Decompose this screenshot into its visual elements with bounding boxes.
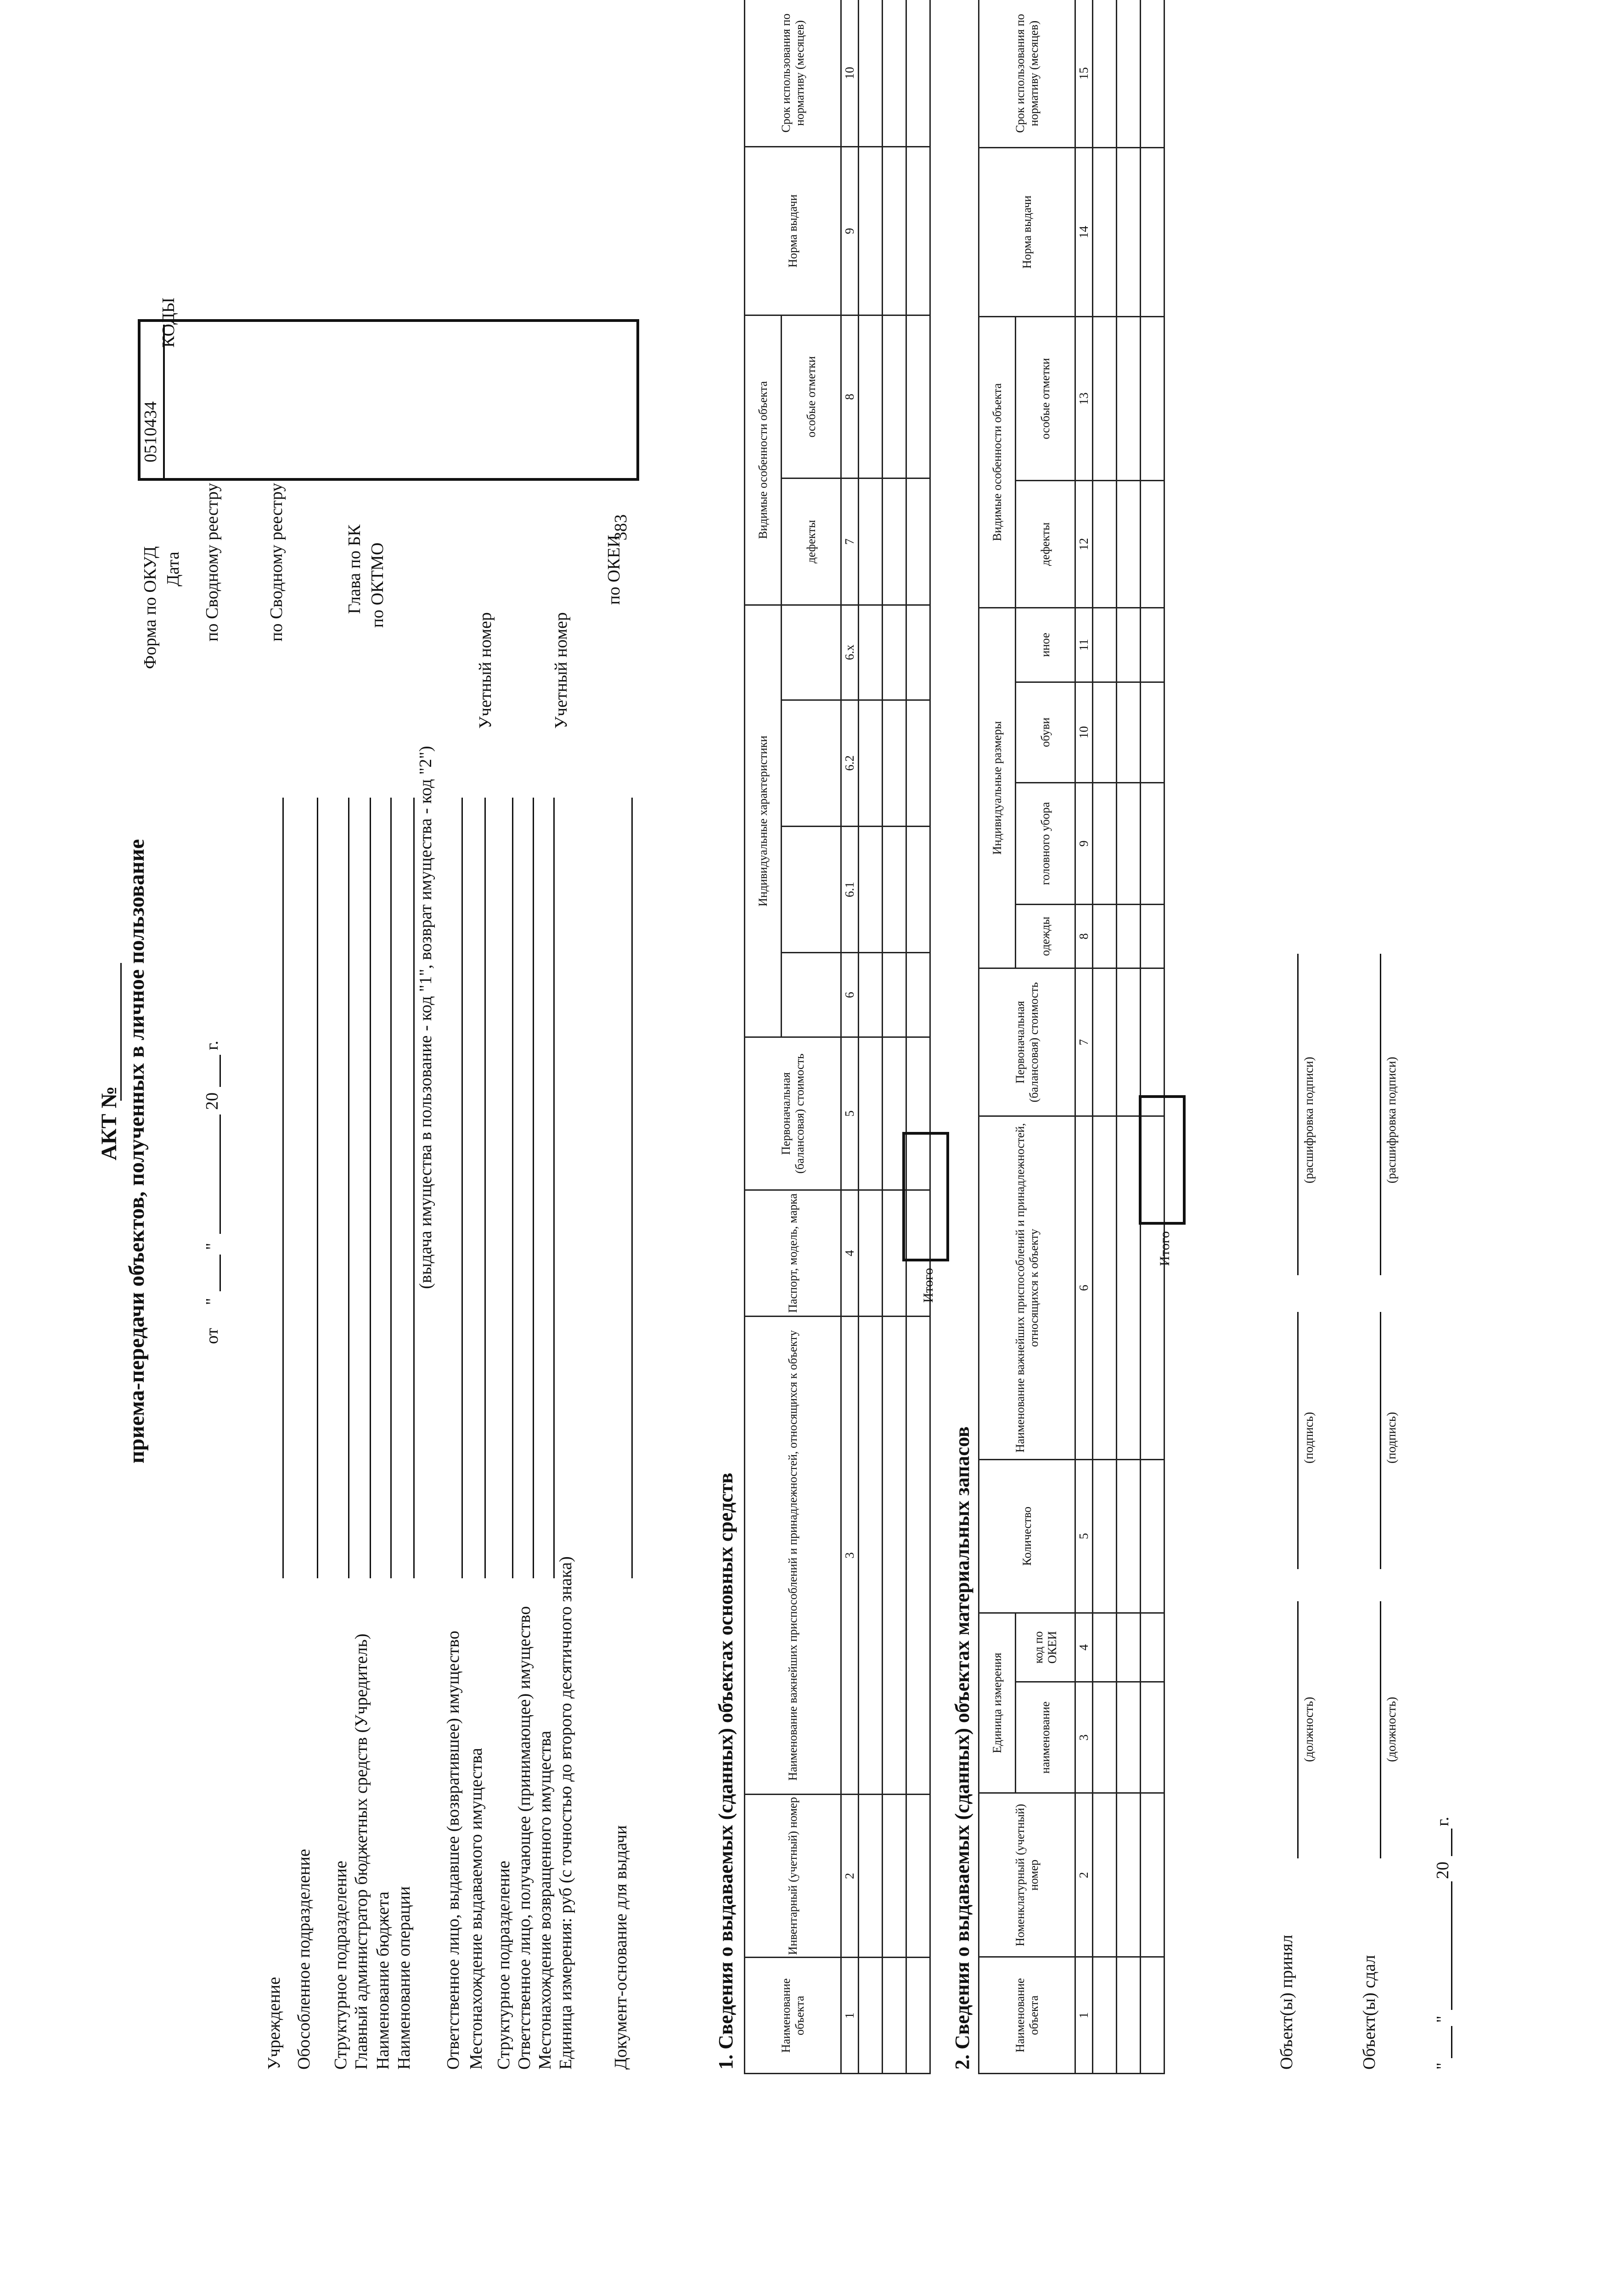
- s2-col-term: Срок использования по нормативу (месяцев): [979, 0, 1075, 147]
- s2-itogo-box: [1139, 1095, 1186, 1225]
- s2-num: 1: [1075, 1957, 1093, 2074]
- act-title: приема-передачи объектов, полученных в личное пользование: [124, 839, 149, 1463]
- sig-accepted-decoding: (расшифровка подписи): [1302, 1057, 1316, 1183]
- codes-divider-0: [163, 325, 165, 481]
- field-obosob: Обособленное подразделение: [294, 1849, 314, 2070]
- okud-label: Форма по ОКУД: [141, 546, 160, 669]
- sig-accepted-sign: (подпись): [1302, 1412, 1316, 1463]
- sig-handed-decoding-line: [1380, 954, 1381, 1275]
- s1-indiv-sub-1: [782, 953, 841, 1037]
- sig-accepted-position: (должность): [1302, 1697, 1316, 1762]
- sig-date-month-line: [1451, 1881, 1452, 2010]
- field-otv2-line: [533, 798, 534, 1578]
- s2-num: 8: [1075, 905, 1093, 968]
- okei-label: по ОКЕИ: [604, 535, 624, 605]
- s2-itogo: Итого: [1157, 1231, 1172, 1266]
- codes-frame: [138, 319, 639, 481]
- s2-num: 5: [1075, 1459, 1093, 1613]
- s1-indiv-sub-3: [782, 700, 841, 826]
- s1-indiv-sub-4: [782, 605, 841, 700]
- svodny1-label: по Сводному реестру: [202, 483, 222, 642]
- s2-col-cost: Первоначальная (балансовая) стоимость: [979, 968, 1075, 1116]
- s1-col-name: Наименование объекта: [745, 1958, 841, 2074]
- s1-num: 8: [841, 315, 859, 478]
- field-mesto1: Местонахождение выдаваемого имущества: [467, 1748, 486, 2070]
- table-row: [1141, 0, 1164, 2074]
- s2-num: 15: [1075, 0, 1093, 147]
- sig-date-20: 20: [1433, 1862, 1452, 1879]
- s2-num: 4: [1075, 1613, 1093, 1682]
- date-label: Дата: [163, 551, 183, 586]
- field-glavny-line: [370, 798, 371, 1578]
- date-year-20: 20: [202, 1092, 222, 1110]
- s1-num: 6.2: [841, 700, 859, 826]
- sig-date-quote-close: ": [1433, 2015, 1452, 2023]
- s1-num: 7: [841, 478, 859, 605]
- section2-title: 2. Сведения о выдаваемых (сданных) объектах материальных запасов: [951, 1426, 973, 2070]
- sig-date-quote-open: ": [1433, 2062, 1452, 2070]
- okei-value: 383: [611, 514, 630, 540]
- field-mesto1-line: [484, 798, 486, 1578]
- s2-col-clothes: одежды: [1016, 905, 1075, 968]
- s2-col-marks: особые отметки: [1016, 317, 1075, 481]
- s1-num: 6.1: [841, 826, 859, 952]
- s1-itogo-box: [902, 1132, 949, 1261]
- field-struct1-line: [348, 798, 349, 1578]
- date-month-line: [219, 1114, 221, 1234]
- field-struct1: Структурное подразделение: [331, 1861, 350, 2070]
- field-struct2-line: [512, 798, 513, 1578]
- s1-col-indiv: Индивидуальные характеристики: [745, 605, 782, 1037]
- s2-num: 14: [1075, 147, 1093, 316]
- field-operation: Наименование операции: [394, 1886, 414, 2070]
- s2-col-defects: дефекты: [1016, 481, 1075, 608]
- field-obosob-line: [317, 798, 318, 1578]
- s1-num: 10: [841, 0, 859, 147]
- s2-col-head: головного убора: [1016, 782, 1075, 904]
- field-operation-hint: (выдача имущества в пользование - код "1", возврат имущества - код "2"): [416, 746, 435, 1289]
- uchet1-label: Учетный номер: [476, 612, 495, 729]
- sig-accepted-sign-line: [1297, 1312, 1299, 1569]
- date-year-line: [219, 1055, 221, 1087]
- s1-col-term: Срок использования по нормативу (месяцев): [745, 0, 841, 147]
- s2-col-unit: Единица измерения: [979, 1613, 1016, 1793]
- s2-num: 3: [1075, 1682, 1093, 1793]
- s2-col-sizes: Индивидуальные размеры: [979, 608, 1016, 968]
- field-uchrezhdenie-line: [282, 798, 284, 1578]
- s2-num: 9: [1075, 782, 1093, 904]
- s1-col-defects: дефекты: [782, 478, 841, 605]
- field-operation-line: [413, 798, 415, 1578]
- s1-col-norm: Норма выдачи: [745, 147, 841, 315]
- s1-num: 4: [841, 1190, 859, 1316]
- field-budget-line: [390, 798, 392, 1578]
- date-from: от: [202, 1328, 222, 1344]
- sig-handed-position: (должность): [1384, 1697, 1398, 1762]
- date-quote-close: ": [202, 1243, 222, 1250]
- field-doc: Документ-основание для выдачи: [611, 1825, 630, 2070]
- sig-date-day-line: [1451, 2026, 1452, 2058]
- s2-col-other: иное: [1016, 608, 1075, 682]
- sig-handed-decoding: (расшифровка подписи): [1384, 1057, 1398, 1183]
- table-row: [859, 0, 883, 2074]
- field-budget: Наименование бюджета: [373, 1891, 393, 2070]
- s2-num: 7: [1075, 968, 1093, 1116]
- sig-date-g: г.: [1433, 1817, 1452, 1826]
- s1-num: 6: [841, 953, 859, 1037]
- s2-num: 13: [1075, 317, 1093, 481]
- field-mesto2-line: [553, 798, 555, 1578]
- s1-itogo: Итого: [921, 1268, 936, 1303]
- field-uchrezhdenie: Учреждение: [264, 1977, 284, 2070]
- s1-num: 3: [841, 1317, 859, 1795]
- act-number-label: АКТ №: [97, 1086, 121, 1160]
- oktmo-label: по ОКТМО: [368, 542, 387, 628]
- s2-num: 10: [1075, 682, 1093, 782]
- sig-handed-sign: (подпись): [1384, 1412, 1398, 1463]
- table-row: [906, 0, 930, 2074]
- s1-indiv-sub-2: [782, 826, 841, 952]
- sig-handed-sign-line: [1380, 1312, 1381, 1569]
- sig-accepted-decoding-line: [1297, 954, 1299, 1275]
- codes-okud-value: 0510434: [141, 401, 160, 462]
- s1-col-inv: Инвентарный (учетный) номер: [745, 1795, 841, 1958]
- s1-col-marks: особые отметки: [782, 315, 841, 478]
- glava-label: Глава по БК: [345, 524, 364, 614]
- field-mesto2: Местонахождение возвращенного имущества: [535, 1730, 555, 2070]
- table-row: [1117, 0, 1141, 2074]
- s2-col-name: Наименование объекта: [979, 1957, 1075, 2074]
- s2-num: 11: [1075, 608, 1093, 682]
- sig-accepted-position-line: [1297, 1601, 1299, 1858]
- field-doc-line: [631, 798, 633, 1578]
- s2-col-unit-code: код по ОКЕИ: [1016, 1613, 1075, 1682]
- field-otv1: Ответственное лицо, выдавшее (возвратившее) имущество: [444, 1631, 463, 2070]
- s1-col-cost: Первоначальная (балансовая) стоимость: [745, 1037, 841, 1190]
- s2-num: 6: [1075, 1116, 1093, 1459]
- s1-col-passport: Паспорт, модель, марка: [745, 1190, 841, 1316]
- s2-col-shoes: обуви: [1016, 682, 1075, 782]
- section2-table: [978, 0, 1165, 2074]
- s2-col-nom: Номенклатурный (учетный) номер: [979, 1793, 1075, 1957]
- s2-col-qty: Количество: [979, 1459, 1075, 1613]
- field-glavny: Главный администратор бюджетных средств (Учредитель): [352, 1633, 371, 2070]
- act-number-line: [120, 963, 122, 1101]
- sig-date-year-line: [1451, 1829, 1452, 1856]
- s2-num: 2: [1075, 1793, 1093, 1957]
- s2-col-visible: Видимые особенности объекта: [979, 317, 1016, 608]
- sig-handed: Объект(ы) сдал: [1360, 1955, 1379, 2070]
- s1-col-access: Наименование важнейших приспособлений и принадлежностей, относящихся к объекту: [745, 1317, 841, 1795]
- sig-handed-position-line: [1380, 1601, 1381, 1858]
- s2-col-norm: Норма выдачи: [979, 147, 1075, 316]
- s1-num: 2: [841, 1795, 859, 1958]
- date-day-line: [219, 1255, 221, 1291]
- s2-num: 12: [1075, 481, 1093, 608]
- s1-num: 6.x: [841, 605, 859, 700]
- sig-accepted: Объект(ы) принял: [1277, 1935, 1296, 2070]
- field-struct2: Структурное подразделение: [494, 1861, 513, 2070]
- date-quote-open: ": [202, 1298, 222, 1305]
- section1-title: 1. Сведения о выдаваемых (сданных) объектах основных средств: [714, 1473, 737, 2070]
- section1-table: [744, 0, 931, 2074]
- codes-header: КОДЫ: [159, 297, 178, 348]
- s1-num: 1: [841, 1958, 859, 2074]
- uchet2-label: Учетный номер: [551, 612, 571, 729]
- s2-col-access: Наименование важнейших приспособлений и принадлежностей, относящихся к объекту: [979, 1116, 1075, 1459]
- field-otv1-line: [461, 798, 463, 1578]
- field-unit: Единица измерения: руб (с точностью до второго десятичного знака): [556, 1556, 575, 2070]
- table-row: [883, 0, 906, 2074]
- date-year-g: г.: [202, 1041, 222, 1050]
- s1-num: 9: [841, 147, 859, 315]
- svodny2-label: по Сводному реестру: [267, 483, 286, 642]
- s1-num: 5: [841, 1037, 859, 1190]
- field-otv2: Ответственное лицо, получающее (принимающее) имущество: [515, 1606, 534, 2070]
- table-row: [1093, 0, 1117, 2074]
- s2-col-unit-name: наименование: [1016, 1682, 1075, 1793]
- s1-col-visible: Видимые особенности объекта: [745, 315, 782, 605]
